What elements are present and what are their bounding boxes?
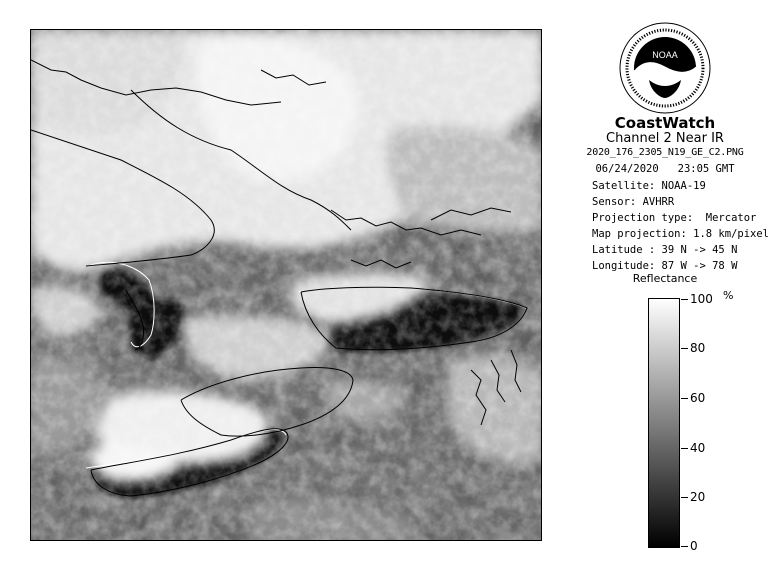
reflectance-colorbar	[648, 298, 680, 548]
logo-text: NOAA	[652, 50, 678, 60]
colorbar-tick-label: 0	[690, 539, 698, 553]
filename-label: 2020_176_2305_N19_GE_C2.PNG	[586, 147, 744, 158]
satellite-image	[31, 30, 542, 541]
colorbar-tick-label: 20	[690, 490, 706, 504]
colorbar-tick-label: 60	[690, 391, 706, 405]
noaa-logo-icon	[619, 22, 711, 114]
colorbar-tick-label: 80	[690, 341, 706, 355]
brand-title: CoastWatch	[614, 114, 716, 132]
map-projection-label: Map projection: 1.8 km/pixel	[592, 228, 770, 240]
colorbar-tick	[681, 448, 688, 449]
projection-type-label: Projection type: Mercator	[592, 212, 757, 224]
satellite-image-panel	[30, 29, 542, 541]
latitude-label: Latitude : 39 N -> 45 N	[592, 244, 738, 256]
colorbar-tick	[681, 398, 688, 399]
colorbar-tick	[681, 348, 688, 349]
satellite-label: Satellite: NOAA-19	[592, 180, 706, 192]
sensor-label: Sensor: AVHRR	[592, 196, 675, 208]
colorbar-tick	[681, 546, 688, 547]
colorbar-tick-label: 100	[690, 292, 713, 306]
colorbar-tick-label: 40	[690, 441, 706, 455]
colorbar-title: Reflectance	[632, 272, 698, 285]
channel-label: Channel 2 Near IR	[606, 131, 724, 146]
longitude-label: Longitude: 87 W -> 78 W	[592, 260, 738, 272]
colorbar-unit: %	[723, 289, 734, 302]
colorbar-tick	[681, 497, 688, 498]
colorbar-tick	[681, 299, 688, 300]
datetime-label: 06/24/2020 23:05 GMT	[595, 163, 735, 175]
